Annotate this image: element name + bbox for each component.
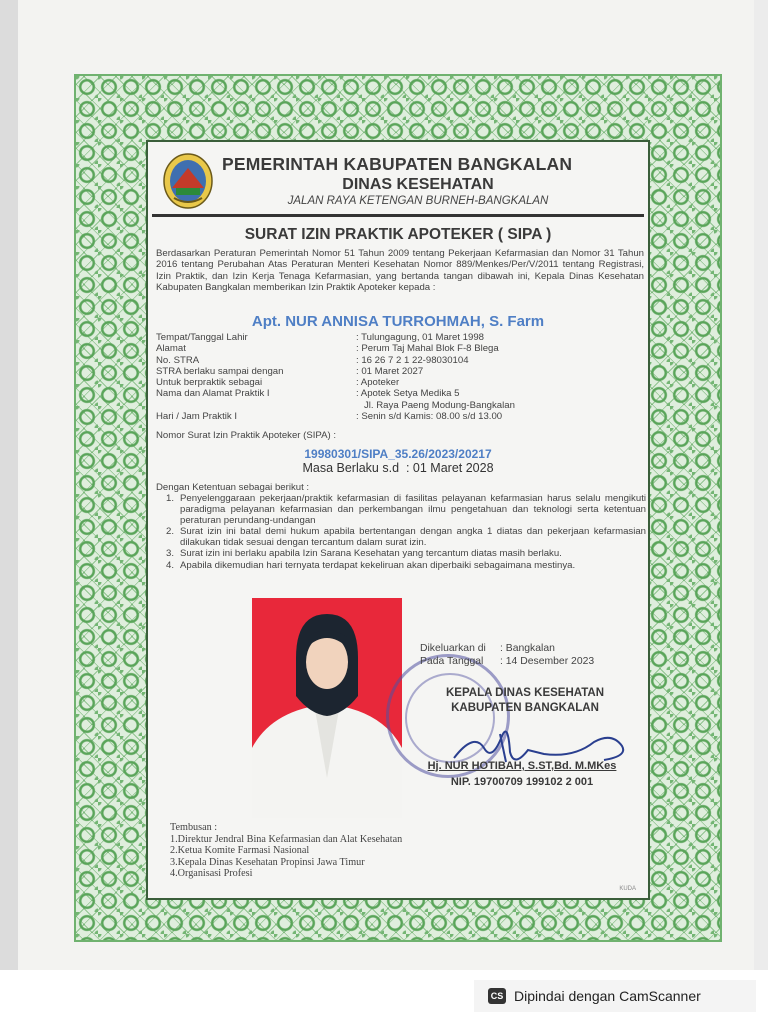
detail-value: : Senin s/d Kamis: 08.00 s/d 13.00	[356, 411, 503, 423]
condition-item	[156, 526, 646, 548]
copy-recipients-title: Tembusan :	[170, 822, 218, 833]
issue-date-row	[420, 655, 594, 668]
conditions-title: Dengan Ketentuan sebagai berikut :	[156, 482, 310, 493]
holder-photo	[252, 598, 402, 818]
condition-number: 4.	[165, 559, 174, 571]
detail-value: : 01 Maret 2027	[356, 365, 424, 377]
header-government: PEMERINTAH KABUPATEN BANGKALAN	[222, 154, 573, 174]
sipa-number: 19980301/SIPA_35.26/2023/20217	[304, 447, 492, 461]
condition-number: 2.	[165, 526, 174, 538]
portrait-icon	[252, 598, 402, 818]
condition-item	[156, 548, 646, 559]
detail-value: : Apoteker	[356, 377, 400, 389]
scan-edge-right	[754, 0, 768, 970]
copy-recipient-item: 3.Kepala Dinas Kesehatan Propinsi Jawa Timur	[170, 856, 365, 868]
condition-number: 3.	[165, 548, 174, 560]
detail-row	[156, 411, 646, 422]
copy-recipients	[170, 822, 402, 880]
detail-row	[156, 400, 646, 411]
scanner-text: Dipindai dengan CamScanner	[514, 988, 701, 1004]
detail-row	[156, 388, 646, 399]
issue-date-label: Pada Tanggal	[420, 656, 484, 667]
condition-text: Surat izin ini berlaku apabila Izin Sarana Kesehatan yang tercantum diatas masih berlaku.	[180, 548, 562, 560]
detail-label: Tempat/Tanggal Lahir	[156, 332, 248, 343]
condition-item	[156, 493, 646, 526]
scanner-watermark	[474, 980, 756, 1012]
footer-mark: KUDA	[619, 886, 636, 892]
issue-place-label: Dikeluarkan di	[420, 643, 486, 654]
signer-name: Hj. NUR HOTIBAH, S.ST,Bd. M.MKes	[427, 760, 617, 772]
detail-value: : Tulungagung, 01 Maret 1998	[356, 332, 485, 343]
detail-label: Untuk berpraktik sebagai	[156, 377, 263, 389]
certificate-body	[146, 140, 650, 900]
condition-text: Surat izin ini batal demi hukum apabila bertentangan dengan angka 1 diatas dan pekerjaan kefarmasian dilakukan tidak sesuai dengan tercantum dalam surat izin.	[180, 526, 646, 549]
issue-place-value: : Bangkalan	[500, 643, 555, 654]
detail-row	[156, 366, 646, 377]
detail-label: STRA berlaku sampai dengan	[156, 365, 284, 377]
camscanner-logo-icon: CS	[488, 988, 506, 1004]
detail-label: Nama dan Alamat Praktik I	[156, 388, 270, 400]
holder-details	[156, 332, 646, 422]
detail-row	[156, 355, 646, 366]
copy-recipient-item: 1.Direktur Jendral Bina Kefarmasian dan Alat Kesehatan	[170, 833, 403, 845]
issue-info	[420, 642, 594, 668]
signer-title-line1: KEPALA DINAS KESEHATAN	[445, 687, 605, 699]
document-title: SURAT IZIN PRAKTIK APOTEKER ( SIPA )	[244, 226, 552, 243]
detail-row	[156, 343, 646, 354]
sipa-label: Nomor Surat Izin Praktik Apoteker (SIPA) :	[156, 430, 337, 441]
validity-period: Masa Berlaku s.d : 01 Maret 2028	[302, 461, 494, 475]
conditions-list	[156, 493, 646, 571]
signer-nip: NIP. 19700709 199102 2 001	[450, 776, 594, 788]
signer-title-line2: KABUPATEN BANGKALAN	[451, 702, 599, 714]
condition-item	[156, 560, 646, 571]
condition-text: Penyelenggaraan pekerjaan/praktik kefarmasian di fasilitas pelayanan kefarmasian harus selalu mengikuti paradigma pelayanan kefarmasian dan perkembangan ilmu pengetahuan dan teknologi serta ketentuan peraturan perundang-undangan	[180, 493, 646, 527]
condition-number: 1.	[165, 493, 174, 504]
holder-name: Apt. NUR ANNISA TURROHMAH, S. Farm	[251, 313, 545, 330]
detail-label	[156, 400, 356, 411]
detail-label: Alamat	[156, 343, 186, 355]
header-divider	[152, 214, 644, 217]
detail-row	[156, 332, 646, 343]
copy-recipient-item: 2.Ketua Komite Farmasi Nasional	[170, 845, 310, 857]
detail-value: : Apotek Setya Medika 5	[356, 388, 460, 400]
detail-value: Jl. Raya Paeng Modung-Bangkalan	[356, 399, 515, 411]
header-agency: DINAS KESEHATAN	[342, 176, 494, 193]
header-address: JALAN RAYA KETENGAN BURNEH-BANGKALAN	[287, 195, 549, 207]
scan-edge-left	[0, 0, 18, 970]
detail-label: No. STRA	[156, 354, 200, 366]
issue-date-value: : 14 Desember 2023	[500, 656, 595, 667]
detail-label: Hari / Jam Praktik I	[156, 411, 238, 423]
copy-recipient-item: 4.Organisasi Profesi	[170, 868, 253, 880]
condition-text: Apabila dikemudian hari ternyata terdapat kekeliruan akan diperbaiki sebagaimana mestinya.	[180, 559, 576, 571]
issue-place-row	[420, 642, 594, 655]
detail-row	[156, 377, 646, 388]
detail-value: : 16 26 7 2 1 22-98030104	[356, 354, 469, 366]
intro-paragraph: Berdasarkan Peraturan Pemerintah Nomor 51 Tahun 2009 tentang Pekerjaan Kefarmasian dan Nomor 31 Tahun 2016 tentang Perubahan Atas Peraturan Menteri Kesehatan Nomor 889/Menkes/Per/V/2011 tentang Registrasi, Izin Praktik, dan Izin Kerja Tenaga Kefarmasian, yang bertanda tangan dibawah ini, Kepala Dinas Kesehatan Kabupaten Bangkalan memberikan Izin Praktik Apoteker kepada :	[156, 248, 644, 294]
detail-value: : Perum Taj Mahal Blok F-8 Blega	[356, 343, 499, 355]
